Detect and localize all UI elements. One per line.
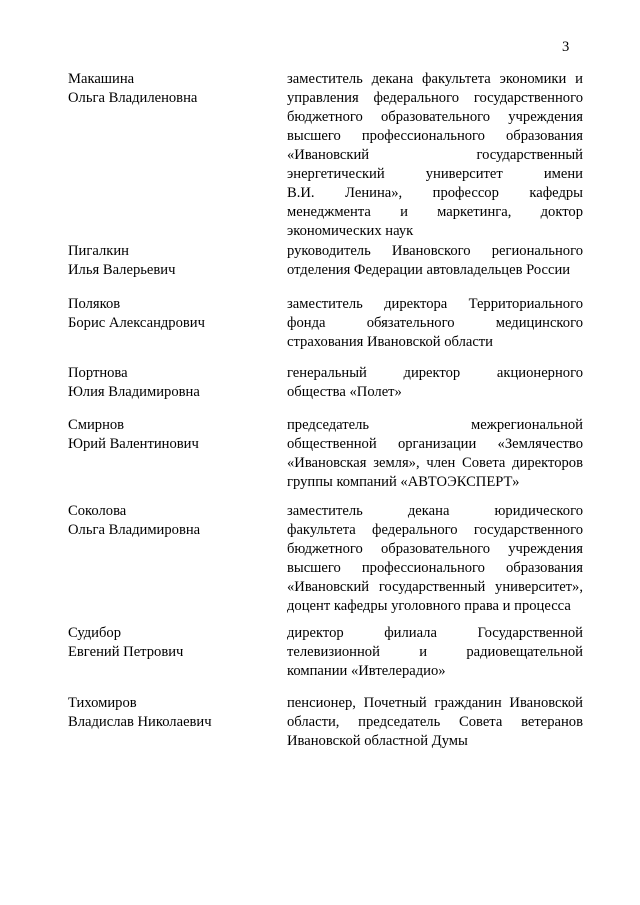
role-line: «Ивановский государственный университет»,: [287, 579, 583, 595]
role-line: области, председатель Совета ветеранов: [287, 714, 583, 730]
member-person: [68, 694, 268, 732]
role-line: высшего профессионального образования: [287, 128, 583, 144]
role-line: заместитель декана юридического: [287, 503, 583, 519]
role-line: бюджетного образовательного учреждения: [287, 109, 583, 125]
role-line: общественной организации «Землячество: [287, 436, 583, 452]
role-line: экономических наук: [287, 223, 414, 239]
member-name: Владислав Николаевич: [68, 714, 212, 730]
role-line: доцент кафедры уголовного права и процесса: [287, 598, 571, 614]
role-line: компании «Ивтелерадио»: [287, 663, 446, 679]
member-person: [68, 242, 268, 280]
role-line: энергетический университет имени: [287, 166, 583, 182]
role-line: генеральный директор акционерного: [287, 365, 583, 381]
role-line: «Ивановская земля», член Совета директоров: [287, 455, 583, 471]
member-surname: Макашина: [68, 71, 135, 87]
role-line: факультета федерального государственного: [287, 522, 583, 538]
role-line: страхования Ивановской области: [287, 334, 493, 350]
page-number: 3: [562, 39, 570, 55]
role-line: руководитель Ивановского регионального: [287, 243, 583, 259]
member-name: Ольга Владимировна: [68, 522, 201, 538]
member-surname: Тихомиров: [68, 695, 137, 711]
member-surname: Судибор: [68, 625, 122, 641]
role-line: группы компаний «АВТОЭКСПЕРТ»: [287, 474, 520, 490]
role-line: В.И. Ленина», профессор кафедры: [287, 185, 583, 201]
member-person: [68, 70, 268, 108]
member-name: Евгений Петрович: [68, 644, 184, 660]
member-name: Илья Валерьевич: [68, 262, 176, 278]
member-name: Ольга Владиленовна: [68, 90, 198, 106]
member-name: Юлия Владимировна: [68, 384, 200, 400]
role-line: фонда обязательного медицинского: [287, 315, 583, 331]
member-surname: Пигалкин: [68, 243, 129, 259]
role-line: высшего профессионального образования: [287, 560, 583, 576]
member-role: [287, 416, 583, 492]
role-line: телевизионной и радиовещательной: [287, 644, 583, 660]
role-line: управления федерального государственного: [287, 90, 583, 106]
member-person: [68, 295, 268, 333]
member-surname: Смирнов: [68, 417, 125, 433]
member-surname: Поляков: [68, 296, 121, 312]
member-person: [68, 502, 268, 540]
role-line: Ивановской областной Думы: [287, 733, 468, 749]
role-line: заместитель директора Территориального: [287, 296, 583, 312]
member-person: [68, 624, 268, 662]
role-line: заместитель декана факультета экономики и: [287, 71, 583, 87]
member-role: [287, 694, 583, 751]
member-surname: Портнова: [68, 365, 128, 381]
member-surname: Соколова: [68, 503, 127, 519]
role-line: пенсионер, Почетный гражданин Ивановской: [287, 695, 583, 711]
member-person: [68, 416, 268, 454]
member-role: [287, 624, 583, 681]
role-line: отделения Федерации автовладельцев России: [287, 262, 571, 278]
member-role: [287, 295, 583, 352]
member-name: Борис Александрович: [68, 315, 205, 331]
role-line: общества «Полет»: [287, 384, 402, 400]
role-line: директор филиала Государственной: [287, 625, 583, 641]
role-line: председатель межрегиональной: [287, 417, 583, 433]
member-person: [68, 364, 268, 402]
member-role: [287, 502, 583, 616]
member-name: Юрий Валентинович: [68, 436, 199, 452]
member-role: [287, 70, 583, 241]
member-role: [287, 242, 583, 280]
role-line: «Ивановский государственный: [287, 147, 583, 163]
role-line: менеджмента и маркетинга, доктор: [287, 204, 583, 220]
member-role: [287, 364, 583, 402]
role-line: бюджетного образовательного учреждения: [287, 541, 583, 557]
